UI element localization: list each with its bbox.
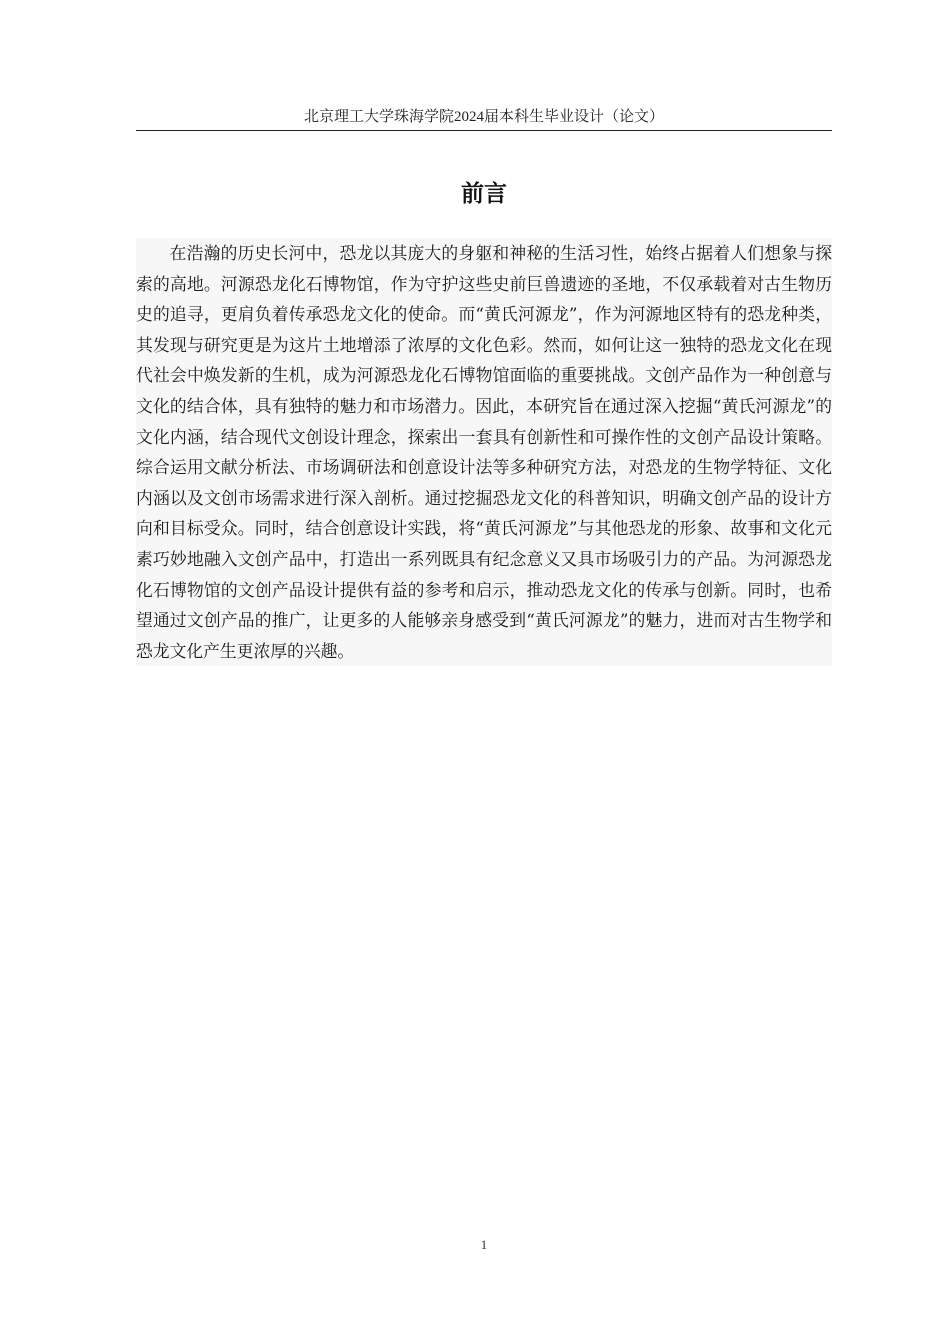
page-title: 前言 <box>461 181 507 207</box>
page-number: 1 <box>480 1237 488 1252</box>
body-paragraph: 在浩瀚的历史长河中，恐龙以其庞大的身躯和神秘的生活习性，始终占据着人们想象与探索的高地。河源恐龙化石博物馆，作为守护这些史前巨兽遗迹的圣地，不仅承载着对古生物历史的追寻，更肩负着传承恐龙文化的使命。而“黄氏河源龙”，作为河源地区特有的恐龙种类，其发现与研究更是为这片土地增添了浓厚的文化色彩。然而，如何让这一独特的恐龙文化在现代社会中焕发新的生机，成为河源恐龙化石博物馆面临的重要挑战。文创产品作为一种创意与文化的结合体，具有独特的魅力和市场潜力。因此，本研究旨在通过深入挖掘“黄氏河源龙”的文化内涵，结合现代文创设计理念，探索出一套具有创新性和可操作性的文创产品设计策略。综合运用文献分析法、市场调研法和创意设计法等多种研究方法，对恐龙的生物学特征、文化内涵以及文创市场需求进行深入剖析。通过挖掘恐龙文化的科普知识，明确文创产品的设计方向和目标受众。同时，结合创意设计实践，将“黄氏河源龙”与其他恐龙的形象、故事和文化元素巧妙地融入文创产品中，打造出一系列既具有纪念意义又具市场吸引力的产品。为河源恐龙化石博物馆的文创产品设计提供有益的参考和启示，推动恐龙文化的传承与创新。同时，也希望通过文创产品的推广，让更多的人能够亲身感受到“黄氏河源龙”的魅力，进而对古生物学和恐龙文化产生更浓厚的兴趣。 <box>136 238 832 666</box>
running-header: 北京理工大学珠海学院2024届本科生毕业设计（论文） <box>303 109 664 125</box>
header-divider <box>136 130 832 131</box>
